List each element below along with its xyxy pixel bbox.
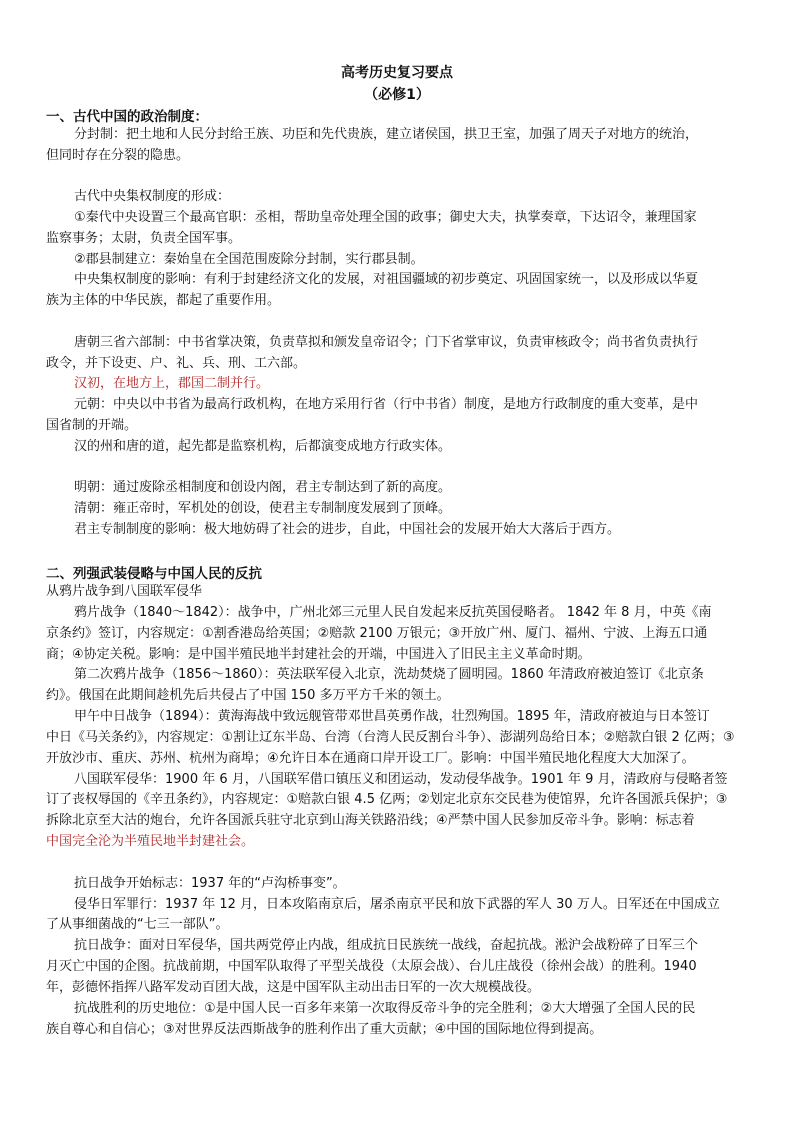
section-1-heading: 一、古代中国的政治制度： (46, 109, 208, 125)
section-2-subheading: 从鸦片战争到八国联军侵华 (46, 584, 203, 599)
paragraph-line: 甲午中日战争（1894）：黄海海战中致远舰管带邓世昌英勇作战，壮烈殉国。1895 年，清政府被迫与日本签订 (74, 709, 710, 724)
paragraph-line: 监察事务；太尉，负责全国军事。 (46, 231, 242, 246)
paragraph-line: 但同时存在分裂的隐患。 (46, 148, 190, 163)
paragraph-line: 拆除北京至大沽的炮台，允许各国派兵驻守北京到山海关铁路沿线；④严禁中国人民参加反帝斗争。影响：标志着 (46, 813, 695, 828)
paragraph-line: 八国联军侵华：1900 年 6 月，八国联军借口镇压义和团运动，发动侵华战争。1901 年 9 月，清政府与侵略者签 (74, 772, 728, 787)
paragraph-line: 第二次鸦片战争（1856～1860）：英法联军侵入北京，洗劫焚烧了圆明园。1860 年清政府被迫签订《北京条 (74, 667, 704, 682)
paragraph-line: 中央集权制度的影响：有利于封建经济文化的发展，对祖国疆域的初步奠定、巩固国家统一，以及形成以华夏 (74, 272, 699, 287)
paragraph-line: 汉的州和唐的道，起先都是监察机构，后都演变成地方行政实体。 (74, 439, 452, 454)
paragraph-line: 古代中央集权制度的形成： (74, 189, 231, 204)
page-title: 高考历史复习要点 (341, 65, 453, 81)
paragraph-line-highlight: 中国完全沦为半殖民地半封建社会。 (46, 834, 255, 849)
paragraph-line: 抗战胜利的历史地位：①是中国人民一百多年来第一次取得反帝斗争的完全胜利；②大大增强了全国人民的民 (74, 1001, 696, 1016)
paragraph-line: 月灭亡中国的企图。抗战前期，中国军队取得了平型关战役（太原会战）、台儿庄战役（徐州会战）的胜利。1940 (46, 959, 697, 974)
paragraph-line: 分封制：把土地和人民分封给王族、功臣和先代贵族，建立诸侯国，拱卫王室，加强了周天子对地方的统治， (74, 127, 699, 142)
paragraph-line-highlight: 汉初，在地方上，郡国二制并行。 (74, 376, 270, 391)
paragraph-line: 侵华日军罪行：1937 年 12 月，日本攻陷南京后，屠杀南京平民和放下武器的军人 30 万人。日军还在中国成立 (74, 897, 720, 912)
paragraph-line: 商；④协定关税。影响：是中国半殖民地半封建社会的开端，中国进入了旧民主主义革命时期。 (46, 647, 591, 662)
paragraph-line: 开放沙市、重庆、苏州、杭州为商埠；④允许日本在通商口岸开设工厂。影响：中国半殖民地化程度大大加深了。 (46, 751, 695, 766)
paragraph-line: 政令，并下设吏、户、礼、兵、刑、工六部。 (46, 356, 307, 371)
paragraph-line: 年，彭德怀指挥八路军发动百团大战，这是中国军队主动出击日军的一次大规模战役。 (46, 980, 541, 995)
paragraph-line: 订了丧权辱国的《辛丑条约》，内容规定：①赔款白银 4.5 亿两；②划定北京东交民巷为使馆界，允许各国派兵保护；③ (46, 792, 728, 807)
paragraph-line: 抗日战争：面对日军侵华，国共两党停止内战，组成抗日民族统一战线，奋起抗战。淞沪会战粉碎了日军三个 (74, 938, 699, 953)
paragraph-line: 鸦片战争（1840～1842）：战争中，广州北郊三元里人民自发起来反抗英国侵略者。 1842 年 8 月，中英《南 (74, 605, 712, 620)
paragraph-line: 君主专制制度的影响：极大地妨碍了社会的进步，自此，中国社会的发展开始大大落后于西方。 (74, 522, 621, 537)
paragraph-line: 元朝：中央以中书省为最高行政机构，在地方采用行省（行中书省）制度，是地方行政制度的重大变革，是中 (74, 397, 699, 412)
paragraph-line: 了从事细菌战的“七三一部队”。 (46, 917, 229, 932)
paragraph-line: 族自尊心和自信心；③对世界反法西斯战争的胜利作出了重大贡献；④中国的国际地位得到提高。 (46, 1022, 603, 1037)
paragraph-line: 抗日战争开始标志：1937 年的“卢沟桥事变”。 (74, 876, 346, 891)
page-subtitle: （必修1） (364, 87, 430, 103)
section-2-heading: 二、列强武装侵略与中国人民的反抗 (46, 566, 262, 582)
paragraph-line: 明朝：通过废除丞相制度和创设内阁，君主专制达到了新的高度。 (74, 480, 452, 495)
paragraph-line: ②郡县制建立：秦始皇在全国范围废除分封制，实行郡县制。 (74, 252, 424, 267)
paragraph-line: 国省制的开端。 (46, 418, 138, 433)
paragraph-line: 约》。俄国在此期间趁机先后共侵占了中国 150 多万平方千米的领土。 (46, 688, 450, 703)
paragraph-line: 京条约》签订，内容规定：①割香港岛给英国；②赔款 2100 万银元；③开放广州、厦门、福州、宁波、上海五口通 (46, 626, 708, 641)
paragraph-line: 中日《马关条约》，内容规定：①割让辽东半岛、台湾（台湾人民反割台斗争）、澎湖列岛给日本；②赔款白银 2 亿两；③ (46, 730, 735, 745)
paragraph-line: 清朝：雍正帝时，军机处的创设，使君主专制制度发展到了顶峰。 (74, 501, 452, 516)
paragraph-line: 族为主体的中华民族，都起了重要作用。 (46, 293, 281, 308)
paragraph-line: 唐朝三省六部制：中书省掌决策，负责草拟和颁发皇帝诏令；门下省掌审议，负责审核政令；尚书省负责执行 (74, 335, 699, 350)
paragraph-line: ①秦代中央设置三个最高官职：丞相，帮助皇帝处理全国的政事；御史大夫，执掌奏章，下达诏令，兼理国家 (74, 210, 697, 225)
